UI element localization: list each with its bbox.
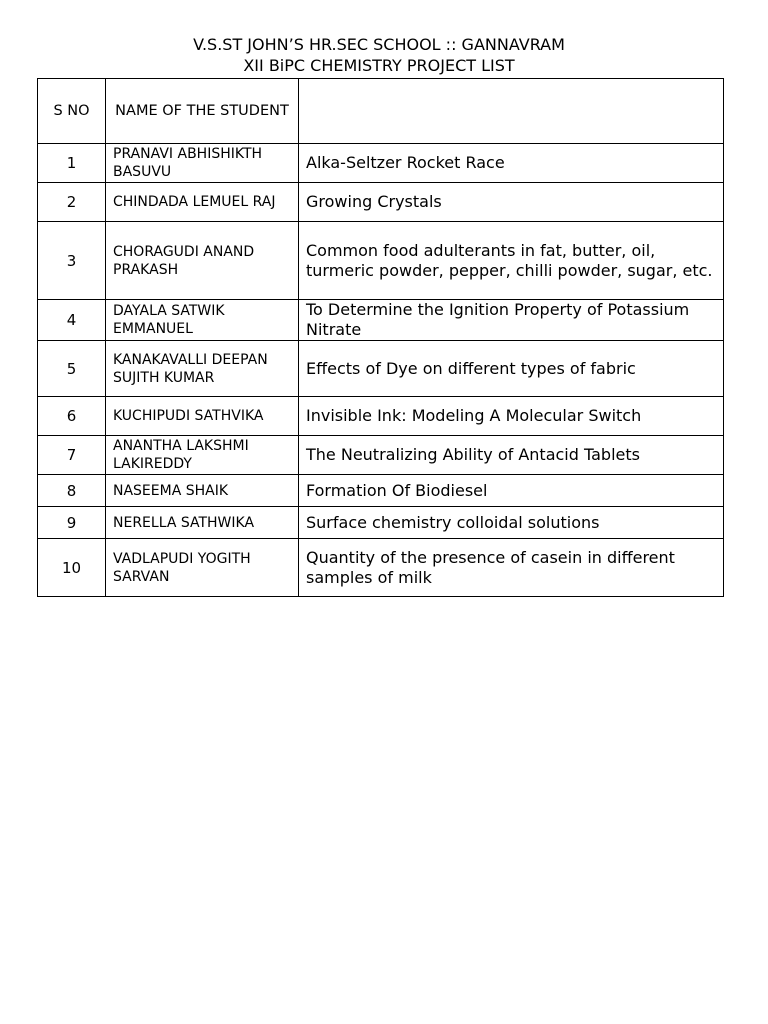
document-title: XII BiPC CHEMISTRY PROJECT LIST [243,56,515,75]
project-title: Surface chemistry colloidal solutions [299,507,724,539]
serial-number: 8 [38,475,106,507]
student-name: DAYALA SATWIK EMMANUEL [106,300,299,341]
serial-number: 6 [38,397,106,436]
table-row [38,539,724,597]
serial-number: 9 [38,507,106,539]
project-title: To Determine the Ignition Property of Potassium Nitrate [299,300,724,341]
table-row [38,507,724,539]
table-row [38,144,724,183]
school-name: V.S.ST JOHN’S HR.SEC SCHOOL :: GANNAVRAM [193,35,565,54]
project-title: Growing Crystals [299,183,724,222]
serial-number: 1 [38,144,106,183]
project-title: Formation Of Biodiesel [299,475,724,507]
table-header-row [38,79,724,144]
student-name: ANANTHA LAKSHMI LAKIREDDY [106,436,299,475]
student-name: PRANAVI ABHISHIKTH BASUVU [106,144,299,183]
student-name: KUCHIPUDI SATHVIKA [106,397,299,436]
student-name: VADLAPUDI YOGITH SARVAN [106,539,299,597]
project-title: Common food adulterants in fat, butter, oil, turmeric powder, pepper, chilli powder, sugar, etc. [299,222,724,300]
student-name: CHINDADA LEMUEL RAJ [106,183,299,222]
column-header-title [299,79,724,144]
table-row [38,397,724,436]
table-row [38,183,724,222]
table-row [38,300,724,341]
table-row [38,222,724,300]
project-title: Effects of Dye on different types of fabric [299,341,724,397]
document-header [0,34,758,76]
serial-number: 5 [38,341,106,397]
student-name: NASEEMA SHAIK [106,475,299,507]
project-title: Quantity of the presence of casein in different samples of milk [299,539,724,597]
project-list-table [37,78,724,597]
student-name: KANAKAVALLI DEEPAN SUJITH KUMAR [106,341,299,397]
column-header-name: NAME OF THE STUDENT [106,79,299,144]
table-row [38,341,724,397]
project-title: The Neutralizing Ability of Antacid Tablets [299,436,724,475]
project-title: Alka-Seltzer Rocket Race [299,144,724,183]
serial-number: 10 [38,539,106,597]
student-name: CHORAGUDI ANAND PRAKASH [106,222,299,300]
serial-number: 4 [38,300,106,341]
table-row [38,436,724,475]
serial-number: 3 [38,222,106,300]
serial-number: 2 [38,183,106,222]
serial-number: 7 [38,436,106,475]
student-name: NERELLA SATHWIKA [106,507,299,539]
column-header-sno: S NO [38,79,106,144]
project-title: Invisible Ink: Modeling A Molecular Switch [299,397,724,436]
table-row [38,475,724,507]
